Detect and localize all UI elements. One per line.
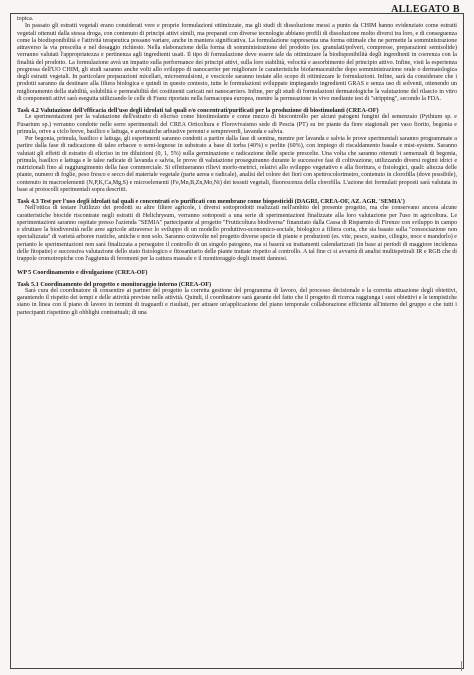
- body-paragraph: topica.: [17, 16, 34, 22]
- body-paragraph: In passato gli estratti vegetali erano considerati vere e proprie formulazioni ottimizzate, ma gli studi di dissoluzione messi a punto da CHIM hanno evidenziato come estratti vegetali ottenuti dalla stessa droga, con contenuto di principi attivi simili, ma preparati con diverse tecnologie abbiano profili di dissoluzione molto diversi tra loro, e di conseguenza come la biodisponibilità e l'attività terapeutica possano variare, anche in maniera significativa. La formulazione rappresenta una forma ottimale che ne permette la somministrazione attraverso la via prescelta e nel dosaggio richiesto. Nella elaborazione della forma di somministrazione del prodotto (es. granulati/polveri, compresse, preparazioni semisolide) verranno valutati l'appropriatezza e pertinenza agli ingredienti usati. Il tipo di formulazione deve essere tale da ottimizzare la biodisponibilità degli ingredienti in coerenza con la finalità del prodotto. La formulazione avrà un impatto sulla performance dei principi attivi, sulla loro stabilità, velocità e assorbimento del principio attivo. Infine, visti la esperienza pregressa dell'UO CHIM, gli studi saranno anche volti allo sviluppo di nanocarrier per migliorare le caratteristiche biofarmaceutiche dopo somministrazione orale o dermatologica degli estratti vegetali. In particolare preparazioni micellari, microemulsioni, e vescicole saranno testate allo scopo di ottimizzare le formulazioni. Infine, sarà da considerare che i prodotti saranno da destinare alla filiera biologica e quindi in questo contesto, tutte le formulazioni sviluppate impiegando ingredienti GRAS e senza uso di solventi, ottenendo un miglioramento della stabilità, solubilità e permeabilità dei costituenti caricati nei nanocarriers. Infine, per gli studi di formulazioni dermatologiche la valutazione del rilascio in vitro di componenti attivi sarà eseguita utilizzando le celle di Franz riportato nella farmacopea europea, mentre la permeazione in vivo mediante test di "stripping", secondo la FDA.: [17, 23, 457, 102]
- body-paragraph: Le sperimentazioni per la valutazione dell'estratto di elicriso come biostimolante e come mezzo di biocontrollo per alcuni patogeni fungini del semenzaio (Pythium sp. e Fusarium sp.) verranno condotte nelle serre sperimentali del CREA Orticoltura e Florovivaismo sede di Pescia (PT) su tre piante da fiore stagionali per vaso fiorito, begonia e primula, orive a ciclo breve, basilico e lattuga, e aromatiche arbustive perenni e sempreverdi, lavanda e salvia.: [17, 114, 457, 135]
- section-heading: Task 4.3 Test per l'uso degli idrolati tal quali e concentrati e/o purificati con membrane come biopesticidi (DAGRI, CREA-OF, AZ. AGR. 'SEMIA'): [17, 198, 405, 205]
- section-heading: Task 4.2 Valutazione dell'efficacia dell'uso degli idrolati tal quali e/o concentrati/purificati per la produzione di biostimolanti (CREA-OF): [17, 107, 379, 114]
- body-paragraph: Sarà cura del coordinatore di consentire ai partner del progetto la corretta gestione del programma di lavoro, del processo decisionale e la corretta attuazione degli obiettivi, garantendo il rispetto dei tempi e delle attività previste nelle attività. Quindi, il coordinatore sarà garante del fatto che il progetto di ricerca raggiunga i suoi obiettivi e le tempistiche siano in linea con il piano di lavoro in termini di traguardi e risultati, per attuare un'applicazione del piano temporale collaborazione efficiente all'interno del gruppo e che tutti i partecipanti rispettino gli obblighi contrattuali; di una: [17, 287, 457, 316]
- margin-mark: [461, 661, 470, 671]
- section-heading: WP 5 Coordinamento e divulgazione (CREA-OF): [17, 269, 148, 277]
- text-frame: [10, 13, 464, 669]
- body-paragraph: Per begonia, primula, basilico e lattuga, gli esperimenti saranno condotti a partire dalla fase di semina, mentre per lavanda e salvia le prove sperimentali saranno programmate a partire dalla fase di radicazione di talee erbacee o semi-legnose in substrato a base di torba (40%) e perlite (60%), con impiego di riscaldamento basale e mist-system. Saranno valutati gli effetti di estratto di elicriso in tre diluizioni (0, 1, 5%) sulla germinazione e radicazione delle specie prescelte. Una volta che saranno ottenuti i semenzali di begonia, primula, basilico e lattuga e le talee radicate di lavanda e salvia, le prove di valutazione proseguiranno durante le successive fasi di coltivazione, utilizzando diversi regimi idrici e nutrizionali fino al raggiungimento della fase commerciale. Si effettueranno rilievi morfo-metrici, relativi allo sviluppo vegetativo e alla fioritura, e fisiologici, quali: altezza delle piante, numero di foglie, peso fresco e secco del materiale vegetale (parte aerea e radicale), analisi del colore dei fiori con spettrocolorimetro, contenuto in clorofilla (dove possibile), contenuto in macroelementi (N,P,K,Ca,Mg,S) e microelementi (Fe,Mn,B,Zn,Mo,Ni) dei tessuti vegetali, fluorescenza della clorofilla. L'azione dei formulati proposti sarà valutata in base ai protocolli sperimentali sopra descritti.: [17, 136, 457, 193]
- body-paragraph: Nell'ottica di testare l'utilizzo dei prodotti su altre filiere agricole, i diversi sottoprodotti realizzati nell'ambito del presente progetto, ma che conservano ancora alcune caratteristiche biocide riscontrate negli estratti di Helichrysum, verranno sottoposti a una serie di sperimentazioni finalizzate alla loro valutazione per l'uso in agricoltura. Le sperimentazioni saranno ospitate presso l'azienda "SEMIA" partecipante al progetto "Frutticoltura biodiversa" finanziato dalla Cassa di Risparmio di Firenze con sviluppo in campo e sfruttare la biodiversità nelle aree agricole attraverso lo sviluppo di un modello produttivo-economico-sociale, biologico a filiera corta, che sia basato sulla "consociazione non specializzata" di varietà arboree rustiche, antiche e non solo. Saranno coinvolte nel progetto diverse specie di piante e produzioni (es. vite, pesco, susino, ciliegio, noce e mandorlo) e pertanto le sperimentazioni non sarà finalizzata a perseguire il controllo di un singolo patogeno, ma si baserà su trattamenti calendarizzati (in base ai periodi di maggiore incidenza delle fitopatie) e successiva valutazione dello stato fisiologico e fitosanitario delle piante trattate rispetto al controllo. A tal fine ci si avvarrà di analisi multispettrali IR e RGB che di trappole cromotropiche con l'aggiunta di feromoni per la cattura massale e il monitoraggio degli insetti dannosi.: [17, 205, 457, 262]
- page-header-label: ALLEGATO B: [391, 4, 460, 15]
- section-heading: Task 5.1 Coordinamento del progetto e monitoraggio interno (CREA-OF): [17, 280, 212, 288]
